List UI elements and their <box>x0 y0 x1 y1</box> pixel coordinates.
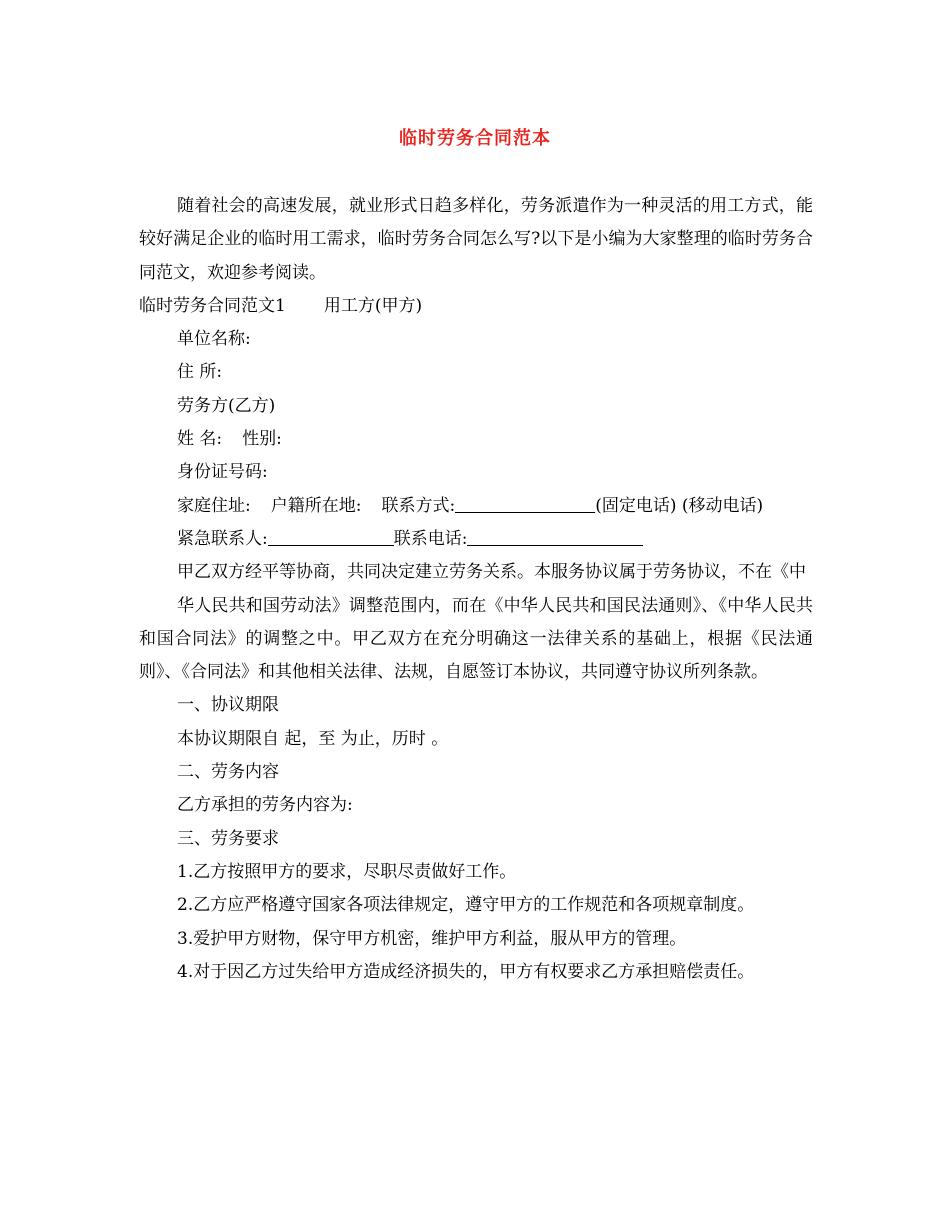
name-label: 姓 名: <box>177 429 223 450</box>
document-body <box>139 190 813 989</box>
hukou-label: 户籍所在地: <box>270 495 362 516</box>
contact-blank <box>455 494 595 513</box>
emergency-line <box>139 523 813 556</box>
intro-paragraph: 随着社会的高速发展，就业形式日趋多样化，劳务派遣作为一种灵活的用工方式，能较好满足企业的临时用工需求，临时劳务合同怎么写?以下是小编为大家整理的临时劳务合同范文，欢迎参考阅读。 <box>139 196 813 283</box>
name-gender-line <box>139 423 813 456</box>
id-line: 身份证号码: <box>177 462 268 483</box>
requirement-2: 2.乙方应严格遵守国家各项法律规定，遵守甲方的工作规范和各项规章制度。 <box>177 895 755 916</box>
emergency-phone-label: 联系电话: <box>393 528 468 549</box>
section-2-title: 二、劳务内容 <box>177 762 279 783</box>
section-1-title: 一、协议期限 <box>177 695 279 716</box>
gender-label: 性别: <box>242 429 282 450</box>
contact-line <box>139 490 813 523</box>
laborer-line: 劳务方(乙方) <box>177 395 276 416</box>
section-2-text: 乙方承担的劳务内容为: <box>177 795 353 816</box>
section-1-text: 本协议期限自 起，至 为止，历时 。 <box>177 728 449 749</box>
requirement-1: 1.乙方按照甲方的要求，尽职尽责做好工作。 <box>177 861 517 882</box>
sample-heading: 临时劳务合同范文1 <box>139 295 286 316</box>
mobile-phone-label: (移动电话) <box>681 495 764 516</box>
employer-label: 用工方(甲方) <box>323 295 423 316</box>
emergency-label: 紧急联系人: <box>177 528 268 549</box>
emergency-blank <box>268 527 394 546</box>
emergency-phone-blank <box>467 527 643 546</box>
requirement-4: 4.对于因乙方过失给甲方造成经济损失的，甲方有权要求乙方承担赔偿责任。 <box>177 961 755 982</box>
section-3-title: 三、劳务要求 <box>177 828 279 849</box>
sample-heading-line <box>139 290 813 323</box>
address-line: 住 所: <box>177 362 223 383</box>
agreement-paragraph-2: 华人民共和国劳动法》调整范围内，而在《中华人民共和国民法通则》、《中华人民共和国合同法》的调整之中。甲乙双方在充分明确这一法律关系的基础上，根据《民法通则》、《合同法》和其他相关法律、法规，自愿签订本协议，共同遵守协议所列条款。 <box>139 595 813 683</box>
requirement-3: 3.爱护甲方财物，保守甲方机密，维护甲方利益，服从甲方的管理。 <box>177 928 687 949</box>
unit-name-line: 单位名称: <box>177 329 251 350</box>
contact-label: 联系方式: <box>381 495 456 516</box>
home-label: 家庭住址: <box>177 495 251 516</box>
agreement-paragraph-1: 甲乙双方经平等协商，共同决定建立劳务关系。本服务协议属于劳务协议，不在《中 <box>177 562 806 583</box>
document-title: 临时劳务合同范本 <box>399 128 551 149</box>
fixed-phone-label: (固定电话) <box>595 495 677 516</box>
